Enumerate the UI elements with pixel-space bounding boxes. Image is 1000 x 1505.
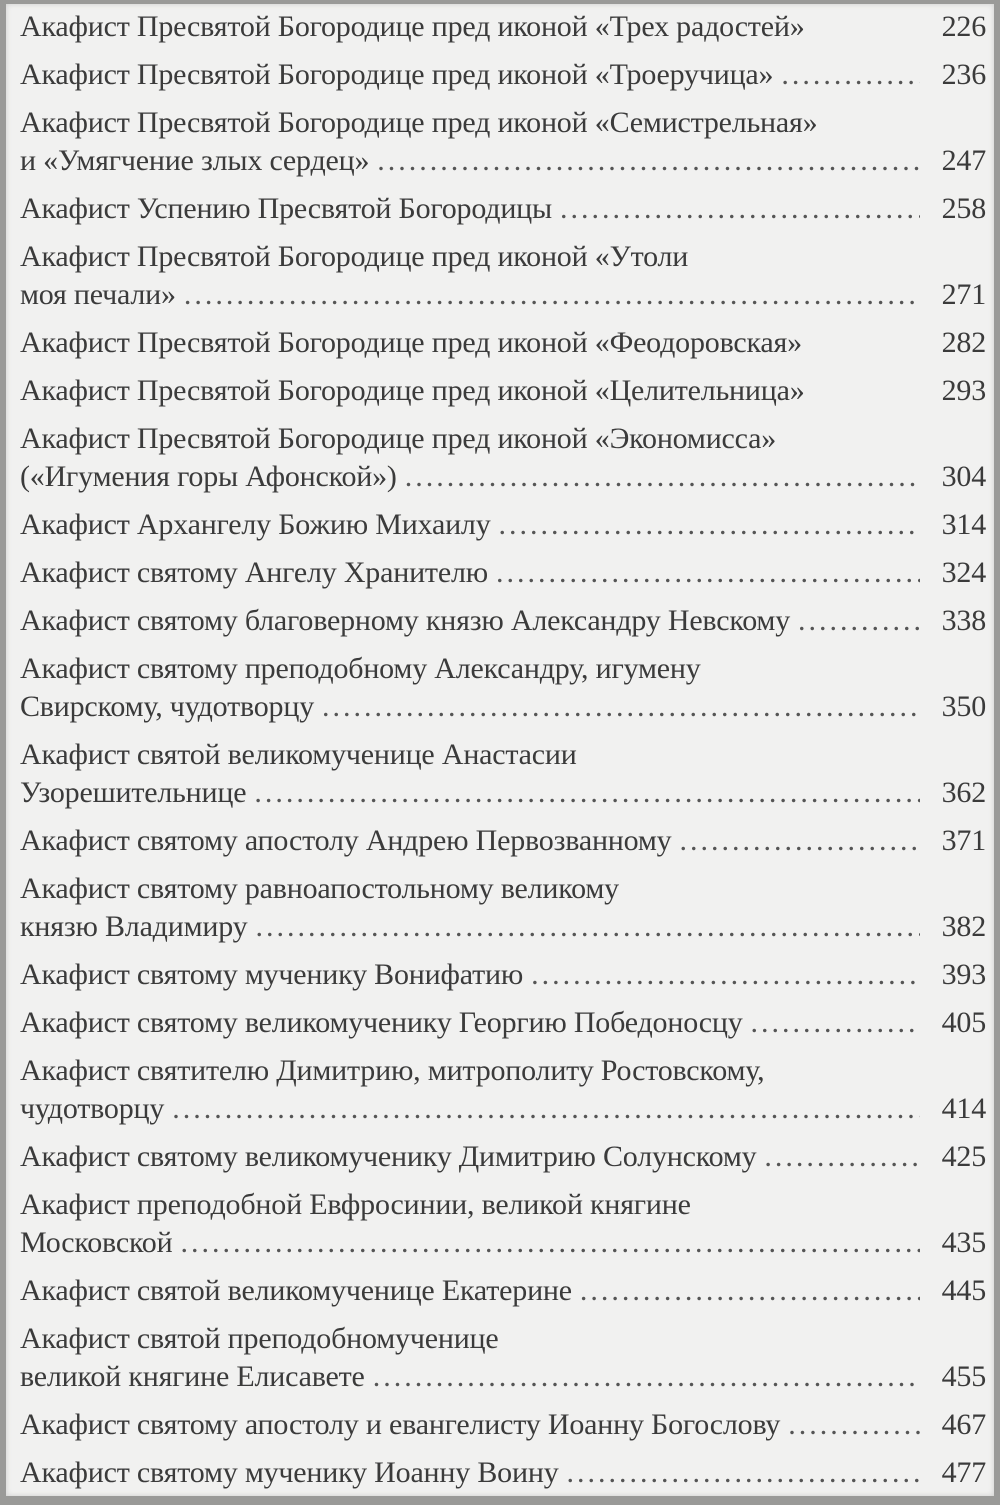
toc-entry xyxy=(20,736,986,812)
toc-page-number: 362 xyxy=(941,776,986,809)
dot-leader xyxy=(798,602,920,640)
toc-entry-line xyxy=(20,238,986,276)
dot-leader xyxy=(377,142,920,180)
toc-entry-line xyxy=(20,554,986,592)
toc-entry-title: Акафист святому преподобному Александру, игумену xyxy=(20,652,701,685)
toc-entry xyxy=(20,238,986,314)
toc-page-number: 293 xyxy=(941,374,986,407)
toc-entry-title: Акафист Пресвятой Богородице пред иконой «Трех радостей» xyxy=(20,10,805,43)
toc-entry-title: Акафист Пресвятой Богородице пред иконой «Троеручица» xyxy=(20,58,774,91)
toc-entry-title: Акафист святителю Димитрию, митрополиту Ростовскому, xyxy=(20,1054,765,1087)
toc-entry xyxy=(20,822,986,860)
toc-entry-line xyxy=(20,324,986,362)
toc-entry-title: Акафист святому мученику Иоанну Воину xyxy=(20,1456,559,1489)
toc-entry xyxy=(20,1186,986,1262)
toc-entry-line xyxy=(20,1224,986,1262)
toc-entry xyxy=(20,104,986,180)
toc-entry-line xyxy=(20,372,986,410)
dot-leader xyxy=(560,190,920,228)
toc-entry-title: и «Умягчение злых сердец» xyxy=(20,144,370,177)
toc-entry-title: Акафист Архангелу Божию Михаилу xyxy=(20,508,491,541)
dot-leader xyxy=(781,56,920,94)
toc-page-number: 467 xyxy=(941,1408,986,1441)
dot-leader xyxy=(172,1090,920,1128)
toc-page-number: 382 xyxy=(941,910,986,943)
toc-entry-line xyxy=(20,774,986,812)
dot-leader xyxy=(180,1224,920,1262)
toc-entry-line xyxy=(20,420,986,458)
toc-entry-line xyxy=(20,822,986,860)
toc-entry xyxy=(20,506,986,544)
toc-entry xyxy=(20,420,986,496)
toc-entry-line xyxy=(20,1052,986,1090)
toc-entry xyxy=(20,56,986,94)
toc-entry-line xyxy=(20,56,986,94)
dot-leader xyxy=(580,1272,920,1310)
toc-entry-title: князю Владимиру xyxy=(20,910,248,943)
toc-entry xyxy=(20,870,986,946)
dot-leader xyxy=(531,956,920,994)
toc-entry-title: Акафист святой великомученице Екатерине xyxy=(20,1274,572,1307)
toc-entry-line xyxy=(20,190,986,228)
toc-entry-title: Акафист Пресвятой Богородице пред иконой «Целительница» xyxy=(20,374,805,407)
toc-entry-line xyxy=(20,908,986,946)
toc-entry-title: Акафист Успению Пресвятой Богородицы xyxy=(20,192,552,225)
toc-entry xyxy=(20,8,986,46)
toc-entry-line xyxy=(20,1138,986,1176)
toc-entry-line xyxy=(20,1454,986,1492)
toc-entry-title: Акафист святому равноапостольному великому xyxy=(20,872,619,905)
toc-page-number: 226 xyxy=(941,10,986,43)
toc-page-number: 247 xyxy=(941,144,986,177)
toc-entry-line xyxy=(20,1090,986,1128)
toc-entry xyxy=(20,956,986,994)
toc-entry xyxy=(20,602,986,640)
toc-entry xyxy=(20,1052,986,1128)
toc-page-number: 304 xyxy=(941,460,986,493)
toc-entry-title: Акафист святому апостолу и евангелисту Иоанну Богослову xyxy=(20,1408,781,1441)
toc-entry xyxy=(20,190,986,228)
toc-entry-title: Московской xyxy=(20,1226,173,1259)
dot-leader xyxy=(373,1358,920,1396)
dot-leader xyxy=(764,1138,920,1176)
toc-page-number: 350 xyxy=(941,690,986,723)
dot-leader xyxy=(254,774,920,812)
toc-entry-title: Узорешительнице xyxy=(20,776,247,809)
toc-page-number: 371 xyxy=(941,824,986,857)
toc-page-number: 445 xyxy=(941,1274,986,1307)
toc-entry-line xyxy=(20,8,986,46)
toc-entry-title: Акафист святой великомученице Анастасии xyxy=(20,738,577,771)
toc-entry-title: Акафист Пресвятой Богородице пред иконой «Утоли xyxy=(20,240,689,273)
toc-entry-title: Акафист святому великомученику Димитрию Солунскому xyxy=(20,1140,757,1173)
dot-leader xyxy=(322,688,920,726)
dot-leader xyxy=(499,506,920,544)
toc-entry-line xyxy=(20,458,986,496)
toc-entry-title: («Игумения горы Афонской») xyxy=(20,460,397,493)
toc-entry xyxy=(20,1454,986,1492)
toc-entry xyxy=(20,650,986,726)
toc-page-number: 425 xyxy=(941,1140,986,1173)
toc-entry-line xyxy=(20,1320,986,1358)
toc-page-number: 236 xyxy=(941,58,986,91)
toc-entry-title: Акафист святой преподобномученице xyxy=(20,1322,499,1355)
toc-page-number: 414 xyxy=(941,1092,986,1125)
toc-entry xyxy=(20,1138,986,1176)
dot-leader xyxy=(679,822,920,860)
toc-entry-line xyxy=(20,1186,986,1224)
toc-entry-line xyxy=(20,688,986,726)
toc-page-number: 258 xyxy=(941,192,986,225)
toc-entry-line xyxy=(20,142,986,180)
toc-page-number: 271 xyxy=(941,278,986,311)
toc-entry-title: моя печали» xyxy=(20,278,176,311)
toc-entry-line xyxy=(20,1358,986,1396)
toc-entry-line xyxy=(20,870,986,908)
toc-entry-line xyxy=(20,1272,986,1310)
toc-page-number: 282 xyxy=(941,326,986,359)
toc-page-number: 477 xyxy=(941,1456,986,1489)
toc-entry-title: Акафист святому Ангелу Хранителю xyxy=(20,556,488,589)
toc-entry-line xyxy=(20,104,986,142)
toc-entry-title: Акафист святому апостолу Андрею Первозванному xyxy=(20,824,672,857)
toc-entry-line xyxy=(20,736,986,774)
toc-page-number: 393 xyxy=(941,958,986,991)
table-of-contents xyxy=(20,8,986,1502)
toc-entry-title: Акафист святому великомученику Георгию Победоносцу xyxy=(20,1006,743,1039)
toc-page-number: 314 xyxy=(941,508,986,541)
toc-entry xyxy=(20,1272,986,1310)
toc-entry-title: Акафист преподобной Евфросинии, великой княгине xyxy=(20,1188,691,1221)
dot-leader xyxy=(184,276,920,314)
toc-page-number: 435 xyxy=(941,1226,986,1259)
toc-page-number: 338 xyxy=(941,604,986,637)
dot-leader xyxy=(405,458,920,496)
toc-entry-line xyxy=(20,276,986,314)
toc-page-number: 324 xyxy=(941,556,986,589)
toc-entry-line xyxy=(20,956,986,994)
toc-entry xyxy=(20,1004,986,1042)
toc-entry xyxy=(20,1320,986,1396)
toc-entry-title: великой княгине Елисавете xyxy=(20,1360,365,1393)
book-page xyxy=(6,4,994,1496)
dot-leader xyxy=(751,1004,920,1042)
toc-page-number: 405 xyxy=(941,1006,986,1039)
toc-entry xyxy=(20,1406,986,1444)
toc-entry-line xyxy=(20,602,986,640)
toc-entry xyxy=(20,554,986,592)
toc-page-number: 455 xyxy=(941,1360,986,1393)
toc-entry-line xyxy=(20,650,986,688)
toc-entry-title: чудотворцу xyxy=(20,1092,165,1125)
toc-entry-title: Акафист святому мученику Вонифатию xyxy=(20,958,524,991)
toc-entry-line xyxy=(20,1406,986,1444)
toc-entry-title: Акафист Пресвятой Богородице пред иконой «Экономисса» xyxy=(20,422,777,455)
toc-entry-title: Акафист святому благоверному князю Александру Невскому xyxy=(20,604,791,637)
toc-entry-line xyxy=(20,1004,986,1042)
dot-leader xyxy=(496,554,920,592)
toc-entry-title: Акафист Пресвятой Богородице пред иконой «Феодоровская» xyxy=(20,326,802,359)
dot-leader xyxy=(567,1454,921,1492)
dot-leader xyxy=(255,908,920,946)
toc-entry-title: Акафист Пресвятой Богородице пред иконой «Семистрельная» xyxy=(20,106,818,139)
toc-entry-title: Свирскому, чудотворцу xyxy=(20,690,314,723)
dot-leader xyxy=(788,1406,920,1444)
toc-entry xyxy=(20,372,986,410)
toc-entry-line xyxy=(20,506,986,544)
toc-entry xyxy=(20,324,986,362)
